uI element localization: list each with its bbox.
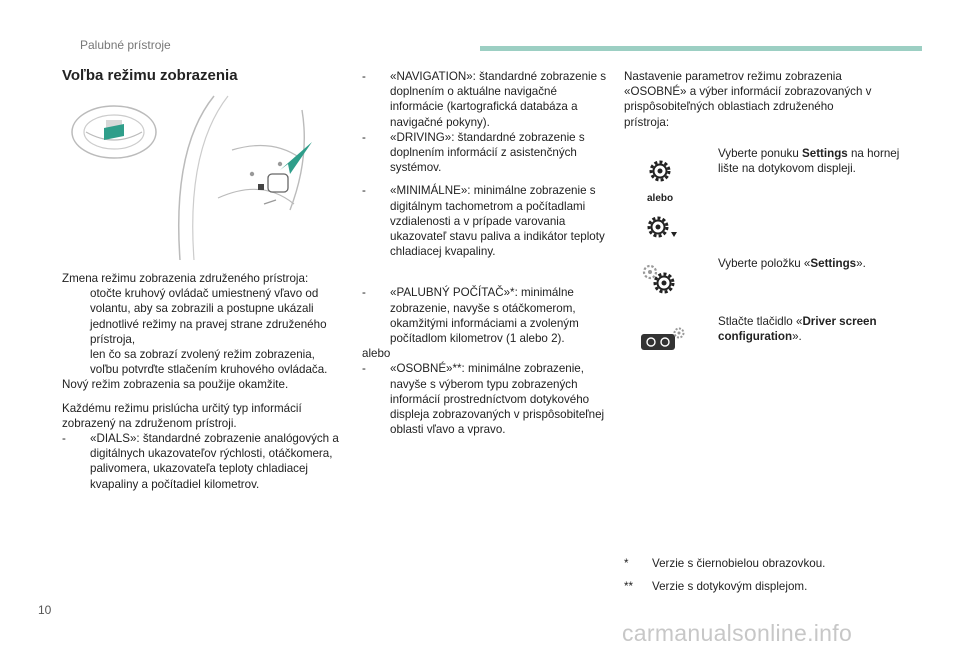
mode-navigation: «NAVIGATION»: štandardné zobrazenie s doplnením o aktuálne navigačné informácie (kartografická databáza a navigačné pokyny). <box>390 70 607 129</box>
bullet-dash: - <box>362 286 366 300</box>
settings-gear-dropdown-icon <box>644 212 680 244</box>
alebo-label: alebo <box>647 193 674 204</box>
bullet-dash: - <box>362 70 366 83</box>
instruction-2: Vyberte položku «Settings». <box>718 257 866 270</box>
steering-wheel-illustration <box>62 88 344 260</box>
bullet-dash: - <box>362 184 366 198</box>
steering-overview-icon <box>72 106 156 158</box>
bullet-dash: - <box>62 432 66 446</box>
list-item <box>362 361 612 437</box>
watermark: carmanualsonline.info <box>622 620 853 646</box>
list-item <box>362 130 612 176</box>
list-item <box>362 285 612 346</box>
instruction-1: Vyberte ponuku Settings na hornej lište na dotykovom displeji. <box>718 147 900 176</box>
page-number: 10 <box>38 603 52 617</box>
paragraph: Každému režimu prislúcha určitý typ informácií zobrazený na združenom prístroji. <box>62 401 302 430</box>
bullet-dash: - <box>362 130 366 144</box>
instruction-3: Stlačte tlačidlo «Driver screen configuration». <box>718 315 877 344</box>
mode-trip-computer: «PALUBNÝ POČÍTAČ»*: minimálne zobrazenie, navyše s otáčkomerom, okamžitými informáciami a zvoleným počítadlom kilometrov (1 alebo 2). <box>390 286 579 346</box>
bullet-dash: - <box>362 362 366 376</box>
alebo-text: alebo <box>362 347 391 361</box>
mode-minimal: «MINIMÁLNE»: minimálne zobrazenie s digitálnym tachometrom a počítadlami vzdialenosti a v prípade varovania ukazovateľ stavu paliva a indikátor teploty chladiacej kvapaliny. <box>390 184 605 259</box>
column-left <box>62 271 344 492</box>
running-header: Palubné prístroje <box>80 38 171 52</box>
step-text: len čo sa zobrazí zvolený režim zobrazenia, voľbu potvrďte stlačením kruhového ovládača. <box>90 348 328 377</box>
highlight-arrow-icon <box>280 142 312 174</box>
list-item <box>62 431 344 492</box>
list-item <box>62 286 344 347</box>
intro-text: Zmena režimu zobrazenia združeného prístroja: <box>62 272 309 285</box>
section-title: Voľba režimu zobrazenia <box>62 67 238 84</box>
mode-personal: «OSOBNÉ»**: minimálne zobrazenie, navyše s výberom typu zobrazených informácií prostredníctvom dotykového displeja zobrazovaných v prispôsobiteľnej oblasti vľavo a vpravo. <box>390 362 605 437</box>
step-text: otočte kruhový ovládač umiestnený vľavo od volantu, aby sa zobrazili a postupne ukázali jednotlivé režimy na pravej strane združeného prístroja, <box>90 287 327 346</box>
footnote-2: ** Verzie s dotykovým displejom. <box>624 580 808 593</box>
mode-driving: «DRIVING»: štandardné zobrazenie s doplnením informácií z asistenčných systémov. <box>390 130 585 175</box>
list-item <box>62 347 344 377</box>
list-item <box>362 69 612 130</box>
header-accent-bar <box>480 46 922 51</box>
settings-gear-icon <box>646 156 674 186</box>
footnote-1: * Verzie s čiernobielou obrazovkou. <box>624 557 826 570</box>
column-middle <box>362 69 612 437</box>
column-right-intro: Nastavenie parametrov režimu zobrazenia «OSOBNÉ» a výber informácií zobrazovaných v prispôsobiteľných oblastiach združeného prístroja: <box>624 70 872 129</box>
after-text: Nový režim zobrazenia sa použije okamžite. <box>62 378 289 392</box>
list-item <box>362 183 612 259</box>
driver-screen-config-icon <box>640 326 686 352</box>
settings-double-gear-icon <box>638 262 682 298</box>
mode-dials: «DIALS»: štandardné zobrazenie analógových a digitálnych ukazovateľov rýchlosti, otáčkomera, palivomera, ukazovateľa teploty chladiacej kvapaliny a počítadiel kilometrov. <box>90 432 339 491</box>
